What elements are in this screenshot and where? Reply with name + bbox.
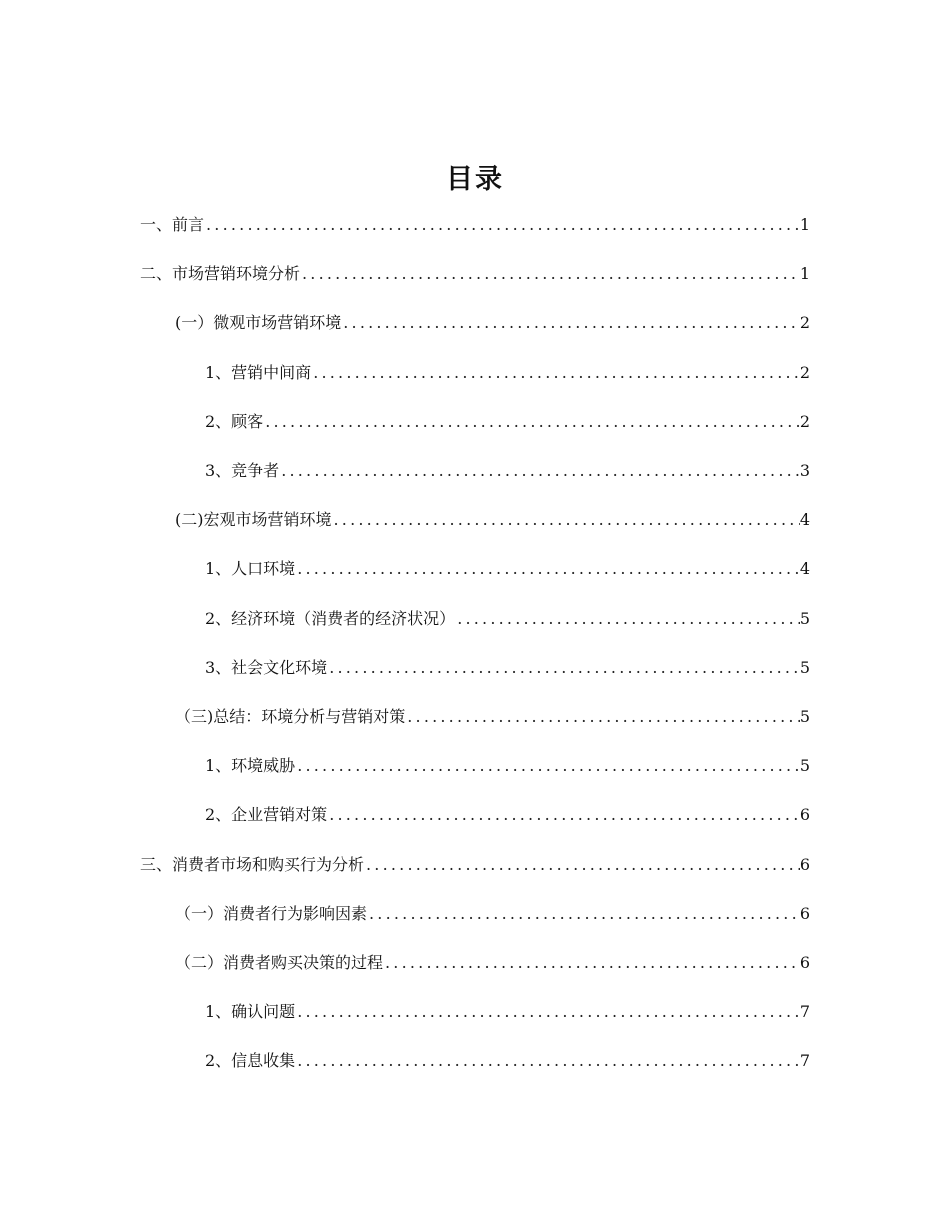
toc-entry[interactable]	[0, 850, 950, 880]
toc-entry-row	[205, 1046, 810, 1076]
toc-entry[interactable]	[0, 997, 950, 1027]
toc-entry-row	[175, 899, 810, 929]
toc-entry-row	[205, 653, 810, 683]
toc-dot-leader	[405, 702, 800, 732]
toc-entry-row	[140, 850, 810, 880]
toc-entry-page-number: 1	[799, 215, 810, 234]
toc-entry-row	[175, 702, 810, 732]
toc-entry-label: 3、竞争者	[205, 461, 280, 480]
toc-dot-leader	[295, 997, 800, 1027]
toc-entry-page-number: 6	[799, 903, 810, 923]
toc-entry-label: 1、人口环境	[205, 559, 296, 579]
toc-entry[interactable]	[0, 751, 950, 781]
toc-dot-leader	[311, 358, 800, 388]
toc-entry-label: （三)总结：环境分析与营销对策	[175, 707, 406, 726]
toc-entry-row	[205, 407, 810, 437]
toc-entry[interactable]	[0, 456, 950, 486]
toc-entry-label: 2、顾客	[205, 411, 264, 431]
toc-entry-row	[175, 948, 810, 978]
toc-entry-row	[205, 997, 810, 1027]
toc-entry-row	[205, 554, 810, 584]
toc-entry-page-number: 2	[799, 411, 810, 431]
toc-entry-page-number: 5	[799, 707, 810, 726]
toc-entry-label: 3、社会文化环境	[205, 657, 328, 677]
toc-dot-leader	[295, 751, 800, 781]
toc-entry-row	[140, 259, 810, 289]
toc-entry-label: 一、前言	[140, 215, 205, 234]
toc-entry[interactable]	[0, 554, 950, 584]
toc-dot-leader	[341, 308, 800, 338]
toc-dot-leader	[300, 259, 800, 289]
toc-dot-leader	[263, 407, 800, 437]
toc-entry-label: 1、营销中间商	[205, 362, 312, 382]
toc-entry-label: 2、信息收集	[205, 1051, 296, 1071]
toc-dot-leader	[327, 800, 800, 830]
toc-entry-page-number: 5	[799, 756, 810, 776]
toc-entry[interactable]	[0, 358, 950, 388]
toc-entry-page-number: 6	[799, 953, 810, 972]
toc-dot-leader	[295, 554, 800, 584]
toc-entry-page-number: 5	[799, 608, 810, 628]
toc-entry-page-number: 7	[799, 1002, 810, 1022]
toc-dot-leader	[367, 899, 800, 929]
toc-entry-row	[205, 604, 810, 634]
toc-entry-row	[175, 505, 810, 535]
toc-entry-label: 2、经济环境（消费者的经济状况）	[205, 608, 456, 628]
toc-dot-leader	[332, 505, 800, 535]
toc-entry-page-number: 2	[799, 362, 810, 382]
toc-entry[interactable]	[0, 505, 950, 535]
toc-entry-label: 2、企业营销对策	[205, 805, 328, 825]
toc-entry-label: 1、确认问题	[205, 1002, 296, 1022]
toc-entry-page-number: 7	[799, 1051, 810, 1071]
toc-entry-label: （二）消费者购买决策的过程	[175, 953, 384, 972]
toc-dot-leader	[364, 850, 800, 880]
toc-entry-row	[205, 751, 810, 781]
toc-entry[interactable]	[0, 259, 950, 289]
toc-entry-page-number: 3	[799, 461, 810, 480]
toc-entry-label: 1、环境威胁	[205, 756, 296, 776]
toc-entry[interactable]	[0, 899, 950, 929]
toc-entry[interactable]	[0, 210, 950, 240]
toc-entry-row	[205, 800, 810, 830]
toc-entry-page-number: 4	[799, 559, 810, 579]
toc-entry[interactable]	[0, 407, 950, 437]
toc-entry-row	[175, 308, 810, 338]
toc-entry-row	[205, 358, 810, 388]
toc-entry-page-number: 4	[799, 510, 810, 530]
toc-entry[interactable]	[0, 800, 950, 830]
toc-title: 目录	[446, 164, 504, 195]
toc-entry[interactable]	[0, 653, 950, 683]
toc-entry-page-number: 1	[799, 264, 810, 284]
toc-entry[interactable]	[0, 604, 950, 634]
toc-dot-leader	[295, 1046, 800, 1076]
toc-entry-page-number: 5	[799, 657, 810, 677]
toc-entry[interactable]	[0, 308, 950, 338]
toc-entry-label: (一）微观市场营销环境	[175, 313, 342, 333]
toc-entry-label: 二、市场营销环境分析	[140, 264, 301, 284]
toc-entry-row	[140, 210, 810, 240]
toc-entry-label: (二)宏观市场营销环境	[175, 510, 332, 530]
toc-entry-label: （一）消费者行为影响因素	[175, 903, 368, 923]
toc-entry-row	[205, 456, 810, 486]
toc-dot-leader	[455, 604, 800, 634]
toc-dot-leader	[327, 653, 800, 683]
toc-entry-page-number: 6	[799, 854, 810, 874]
toc-entry-page-number: 6	[799, 805, 810, 825]
toc-entry-page-number: 2	[799, 313, 810, 333]
toc-entry[interactable]	[0, 948, 950, 978]
toc-dot-leader	[204, 210, 800, 240]
toc-dot-leader	[383, 948, 800, 978]
toc-entry[interactable]	[0, 1046, 950, 1076]
toc-entry[interactable]	[0, 702, 950, 732]
toc-entry-label: 三、消费者市场和购买行为分析	[140, 854, 365, 874]
toc-dot-leader	[279, 456, 800, 486]
